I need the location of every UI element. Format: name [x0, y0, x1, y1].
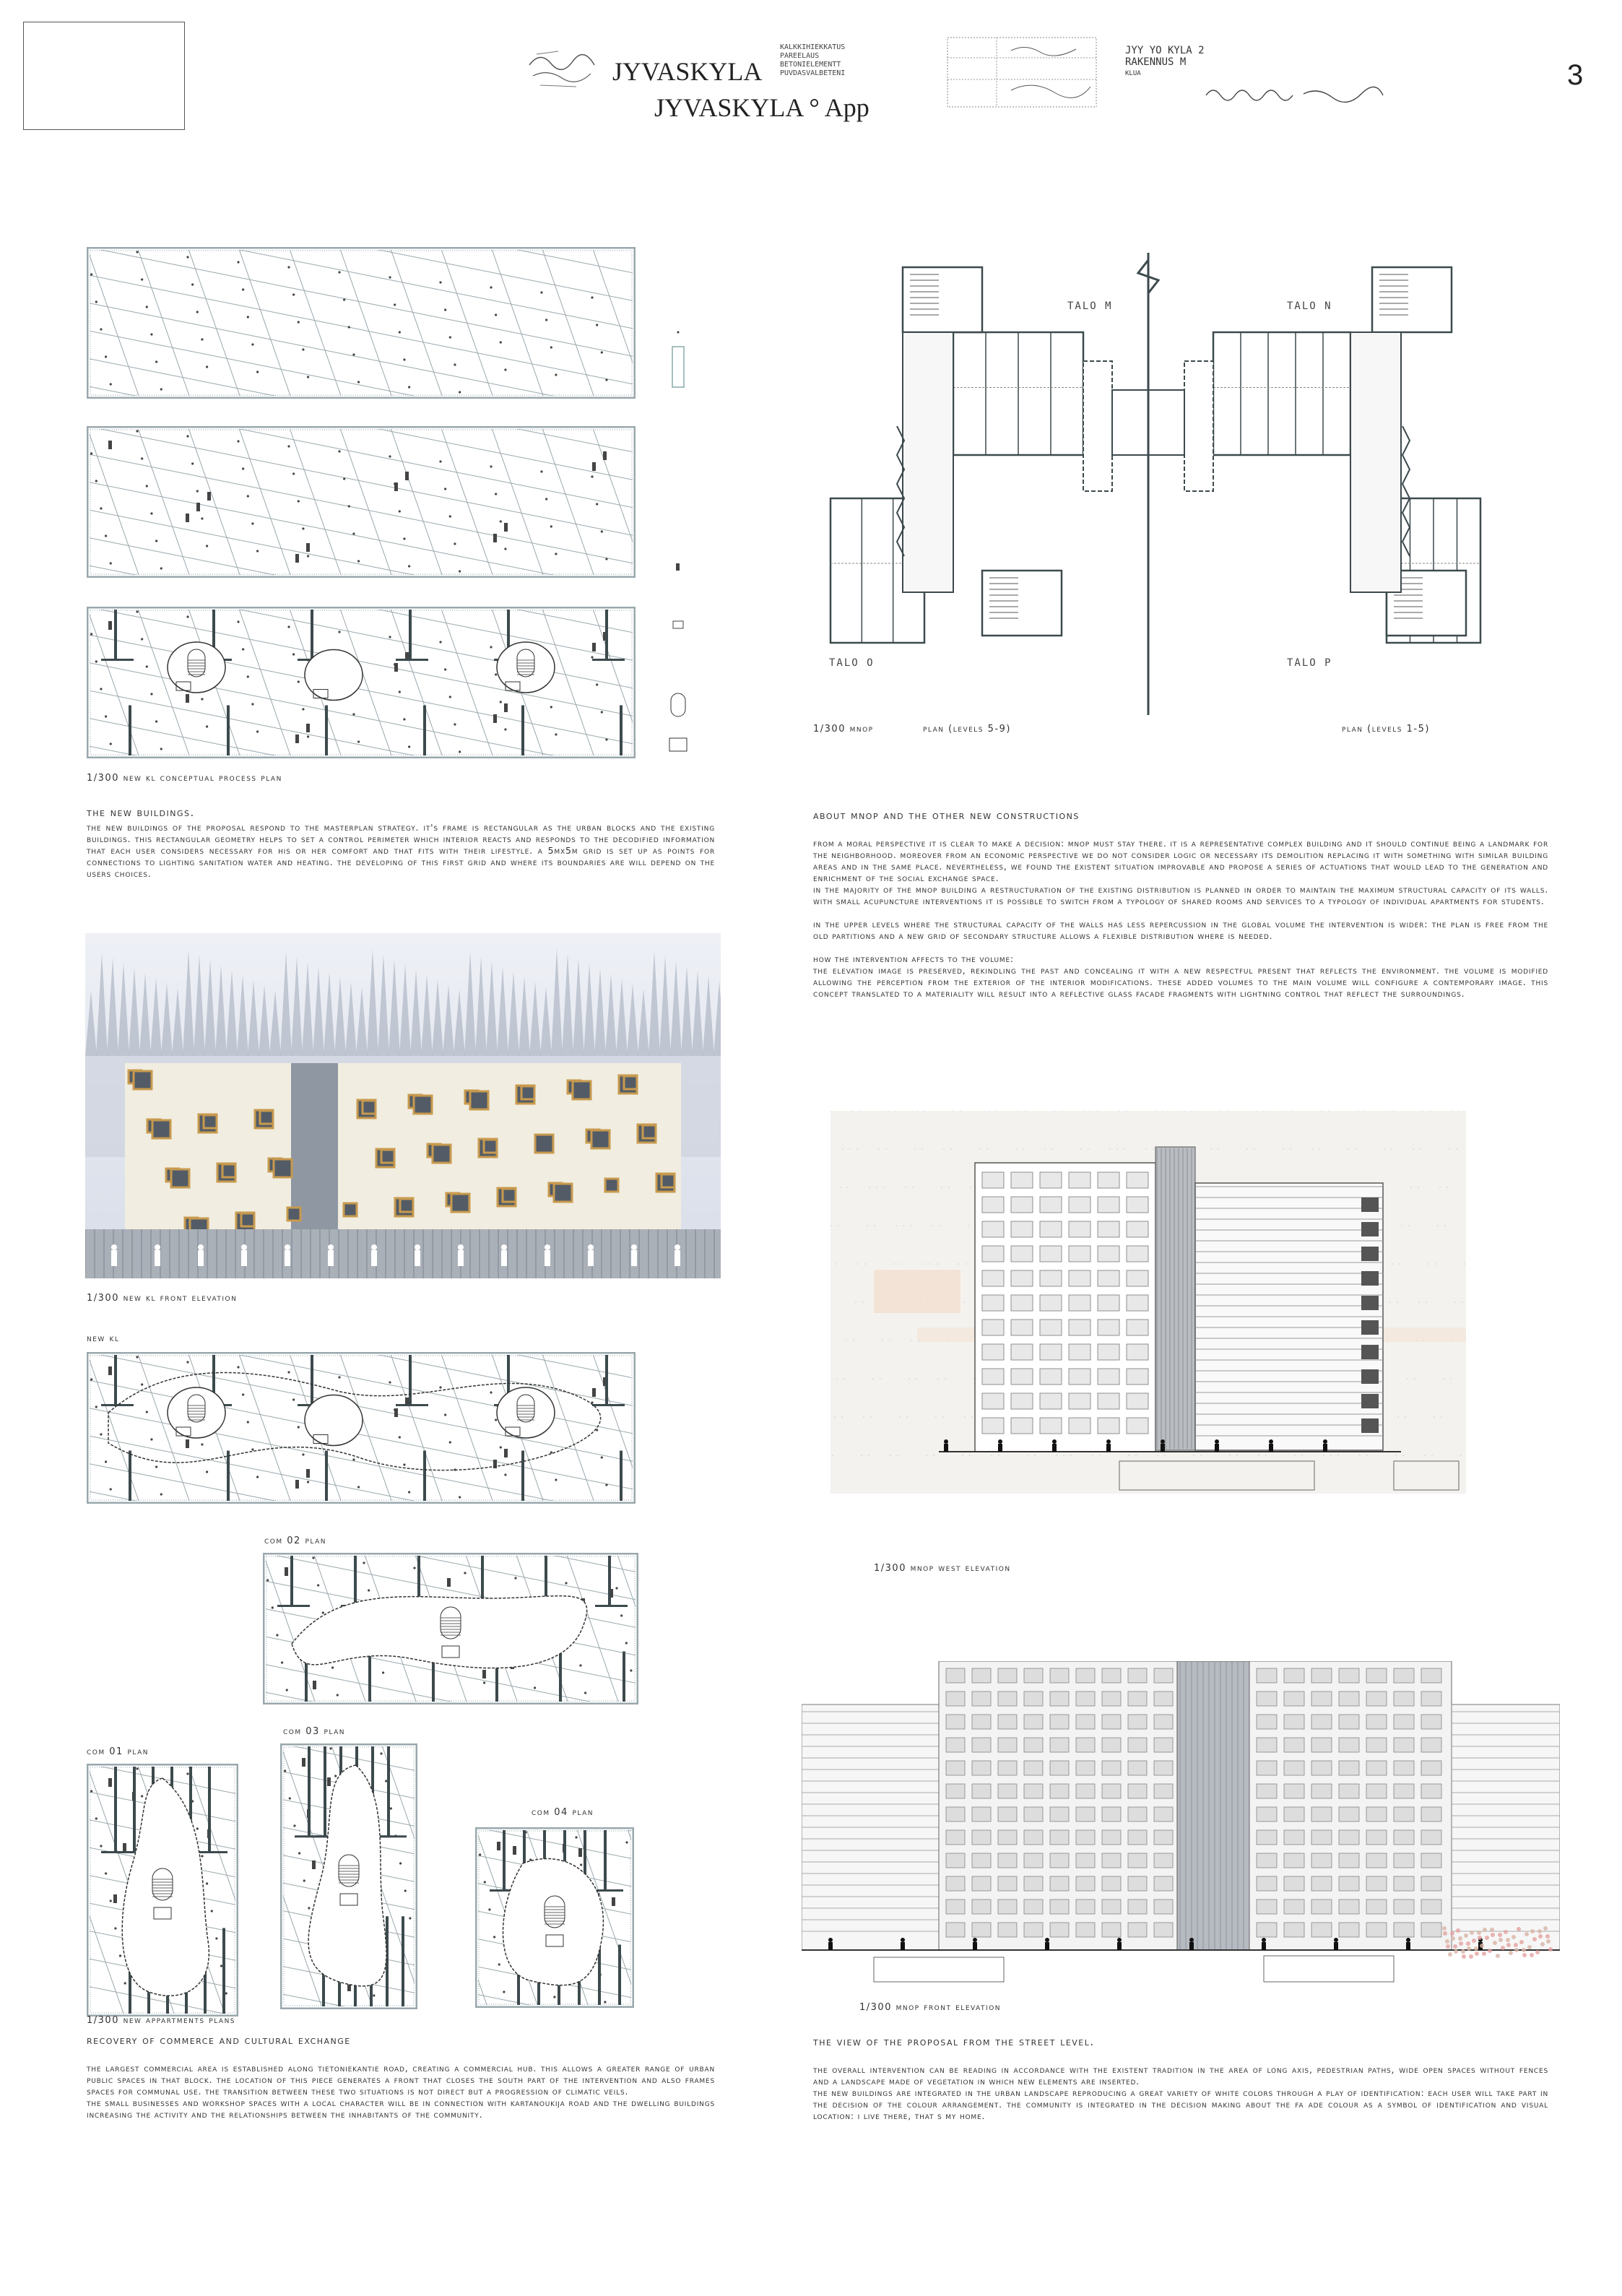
process-legend: [668, 325, 690, 758]
stamp-line: BETONIELEMENTT: [780, 61, 841, 69]
mnop-floor-plan: [809, 253, 1488, 715]
recovery-heading: recovery of commerce and cultural exchange: [87, 2034, 351, 2047]
header-title-line2: JYVASKYLA ° App: [654, 93, 869, 122]
plan-lower-caption: plan (levels 1-5): [1342, 724, 1430, 735]
com03-plan: [280, 1743, 417, 2009]
new-buildings-text: the new buildings of the proposal respond to the masterplan strategy. it's frame is rectangular as the urban blocks and the existing buildings. this rectangular geometry helps to set a control perimeter which interior reacts and responds to the decodified information that each user considers necessary for his or her comfort and that fits with their lifestyle. a 5mx5m grid is set up as points for connections to lighting sanitation water and heating. the developing of this first grid and where its boundaries are will depend on the users choices.: [87, 822, 715, 879]
com04-label: com 04 plan: [532, 1807, 594, 1818]
com02-plan: [263, 1553, 638, 1704]
process-plan-1: [87, 247, 636, 399]
mnop-front-elevation: [802, 1661, 1560, 1986]
new-buildings-heading: the new buildings.: [87, 806, 195, 819]
new-kl-label: new kl: [87, 1333, 120, 1344]
com03-label: com 03 plan: [283, 1726, 345, 1737]
stamp-line: KALKKIHIEKKATUS: [780, 43, 846, 51]
header-stamp-right: [1125, 45, 1205, 79]
apartments-caption: 1/300 new appartments plans: [87, 2015, 236, 2026]
mnop-west-elevation: [830, 1111, 1466, 1494]
front-elevation-mnop-caption: 1/300 mnop front elevation: [859, 2002, 1002, 2013]
com02-label: com 02 plan: [264, 1535, 326, 1546]
west-elevation-caption: 1/300 mnop west elevation: [874, 1563, 1011, 1574]
talo-p-label: TALO P: [1287, 657, 1332, 669]
sheet-number: 3: [1567, 59, 1584, 91]
mnop-heading: about mnop and the other new constructions: [813, 809, 1080, 822]
header-stamp-left: [526, 36, 612, 94]
street-heading: the view of the proposal from the street level.: [813, 2035, 1095, 2048]
signature-scribble-icon: [526, 36, 612, 94]
blank-frame: [23, 22, 185, 130]
com01-plan: [87, 1764, 238, 2016]
process-plan-2: [87, 426, 636, 578]
plan-upper-caption: plan (levels 5-9): [923, 724, 1011, 735]
header-title-line1: JYVASKYLA: [612, 57, 763, 86]
stamp-line: JYY YO KYLA 2: [1125, 45, 1205, 56]
com04-plan: [475, 1827, 634, 2008]
stamp-line: RAKENNUS M: [1125, 56, 1187, 68]
header-stamp-table: [780, 43, 845, 78]
mnop-scale-caption: 1/300 mnop: [813, 724, 874, 735]
signature-icon: [1202, 79, 1397, 108]
talo-o-label: TALO O: [829, 657, 875, 669]
new-kl-front-elevation-render: [85, 933, 721, 1278]
com01-label: com 01 plan: [87, 1746, 149, 1757]
header-signature: [1202, 79, 1397, 108]
process-plan-caption: 1/300 new kl conceptual process plan: [87, 773, 282, 784]
mnop-text: from a moral perspective it is clear to make a decision: mnop must stay there. it is a representative complex building and it should continue being a landmark for the neighborhood. moreover from an economic perspective we do not consider logic or necessary its demolition replacing it with something with similar building areas and in the same place. nevertheless, we found the existent situation improvable and propose a series of actuations that would lead to the generation and enrichment of the social exchange space. in the majority of the mnop building a restructuration of the existing distribution is planned in order to maintain the maximum structural capacity of its walls. with small acupuncture interventions it is possible to switch from a typology of shared rooms and services to a typology of individual apartments for students. in the upper levels where the structural capacity of the walls has less repercussion in the global volume the intervention is wider: the plan is free from the old partitions and a new grid of secondary structure allows a flexible distribution where is needed. how the intervention affects to the volume: the elevation image is preserved, rekindling the past and concealing it with a new respectful present that reflects the environment. the volume is modified allowing the perception from the exterior of the interior modifications. these added volumes to the main volume will configure a contemporary image. this concept translated to a materiality will result into a reflective glass facade fragments with lightning control that reflect the surroundings.: [813, 838, 1548, 999]
stamp-line: KLUA: [1125, 70, 1141, 77]
talo-n-label: TALO N: [1287, 300, 1332, 312]
stamp-line: PUVDASVALBETENI: [780, 69, 846, 77]
header-stamp-grid: [946, 36, 1098, 108]
talo-m-label: TALO M: [1067, 300, 1113, 312]
stamp-line: PAREELAUS: [780, 52, 820, 60]
process-plan-3: [87, 607, 636, 758]
street-text: the overall intervention can be reading in accordance with the existent tradition in the area of long axis, pedestrian paths, wide open spaces without fences and a landscape made of vegetation in which new elements are inserted. the new buildings are integrated in the urban landscape reproducing a great variety of white colors through a play of identification: each user will take part in the decision of the colour arrangement. the community is integrated in the decision making about the fa ade colour as a symbol of identification and visual location: i live there, that s my home.: [813, 2064, 1548, 2121]
recovery-text: the largest commercial area is established along tietoniekantie road, creating a commercial hub. this allows a greater range of urban public spaces in that block. the location of this piece generates a front that closes the south part of the intervention and also frames spaces for communal use. the transition between these two situations is not direct but a progression of climatic veils. the small businesses and workshop spaces with a local character will be in connection with kartanoukija road and the dwelling buildings increasing the activity and the relationships between the inhabitants of the community.: [87, 2063, 715, 2120]
front-elevation-caption: 1/300 new kl front elevation: [87, 1293, 238, 1304]
new-kl-plan: [87, 1352, 636, 1504]
